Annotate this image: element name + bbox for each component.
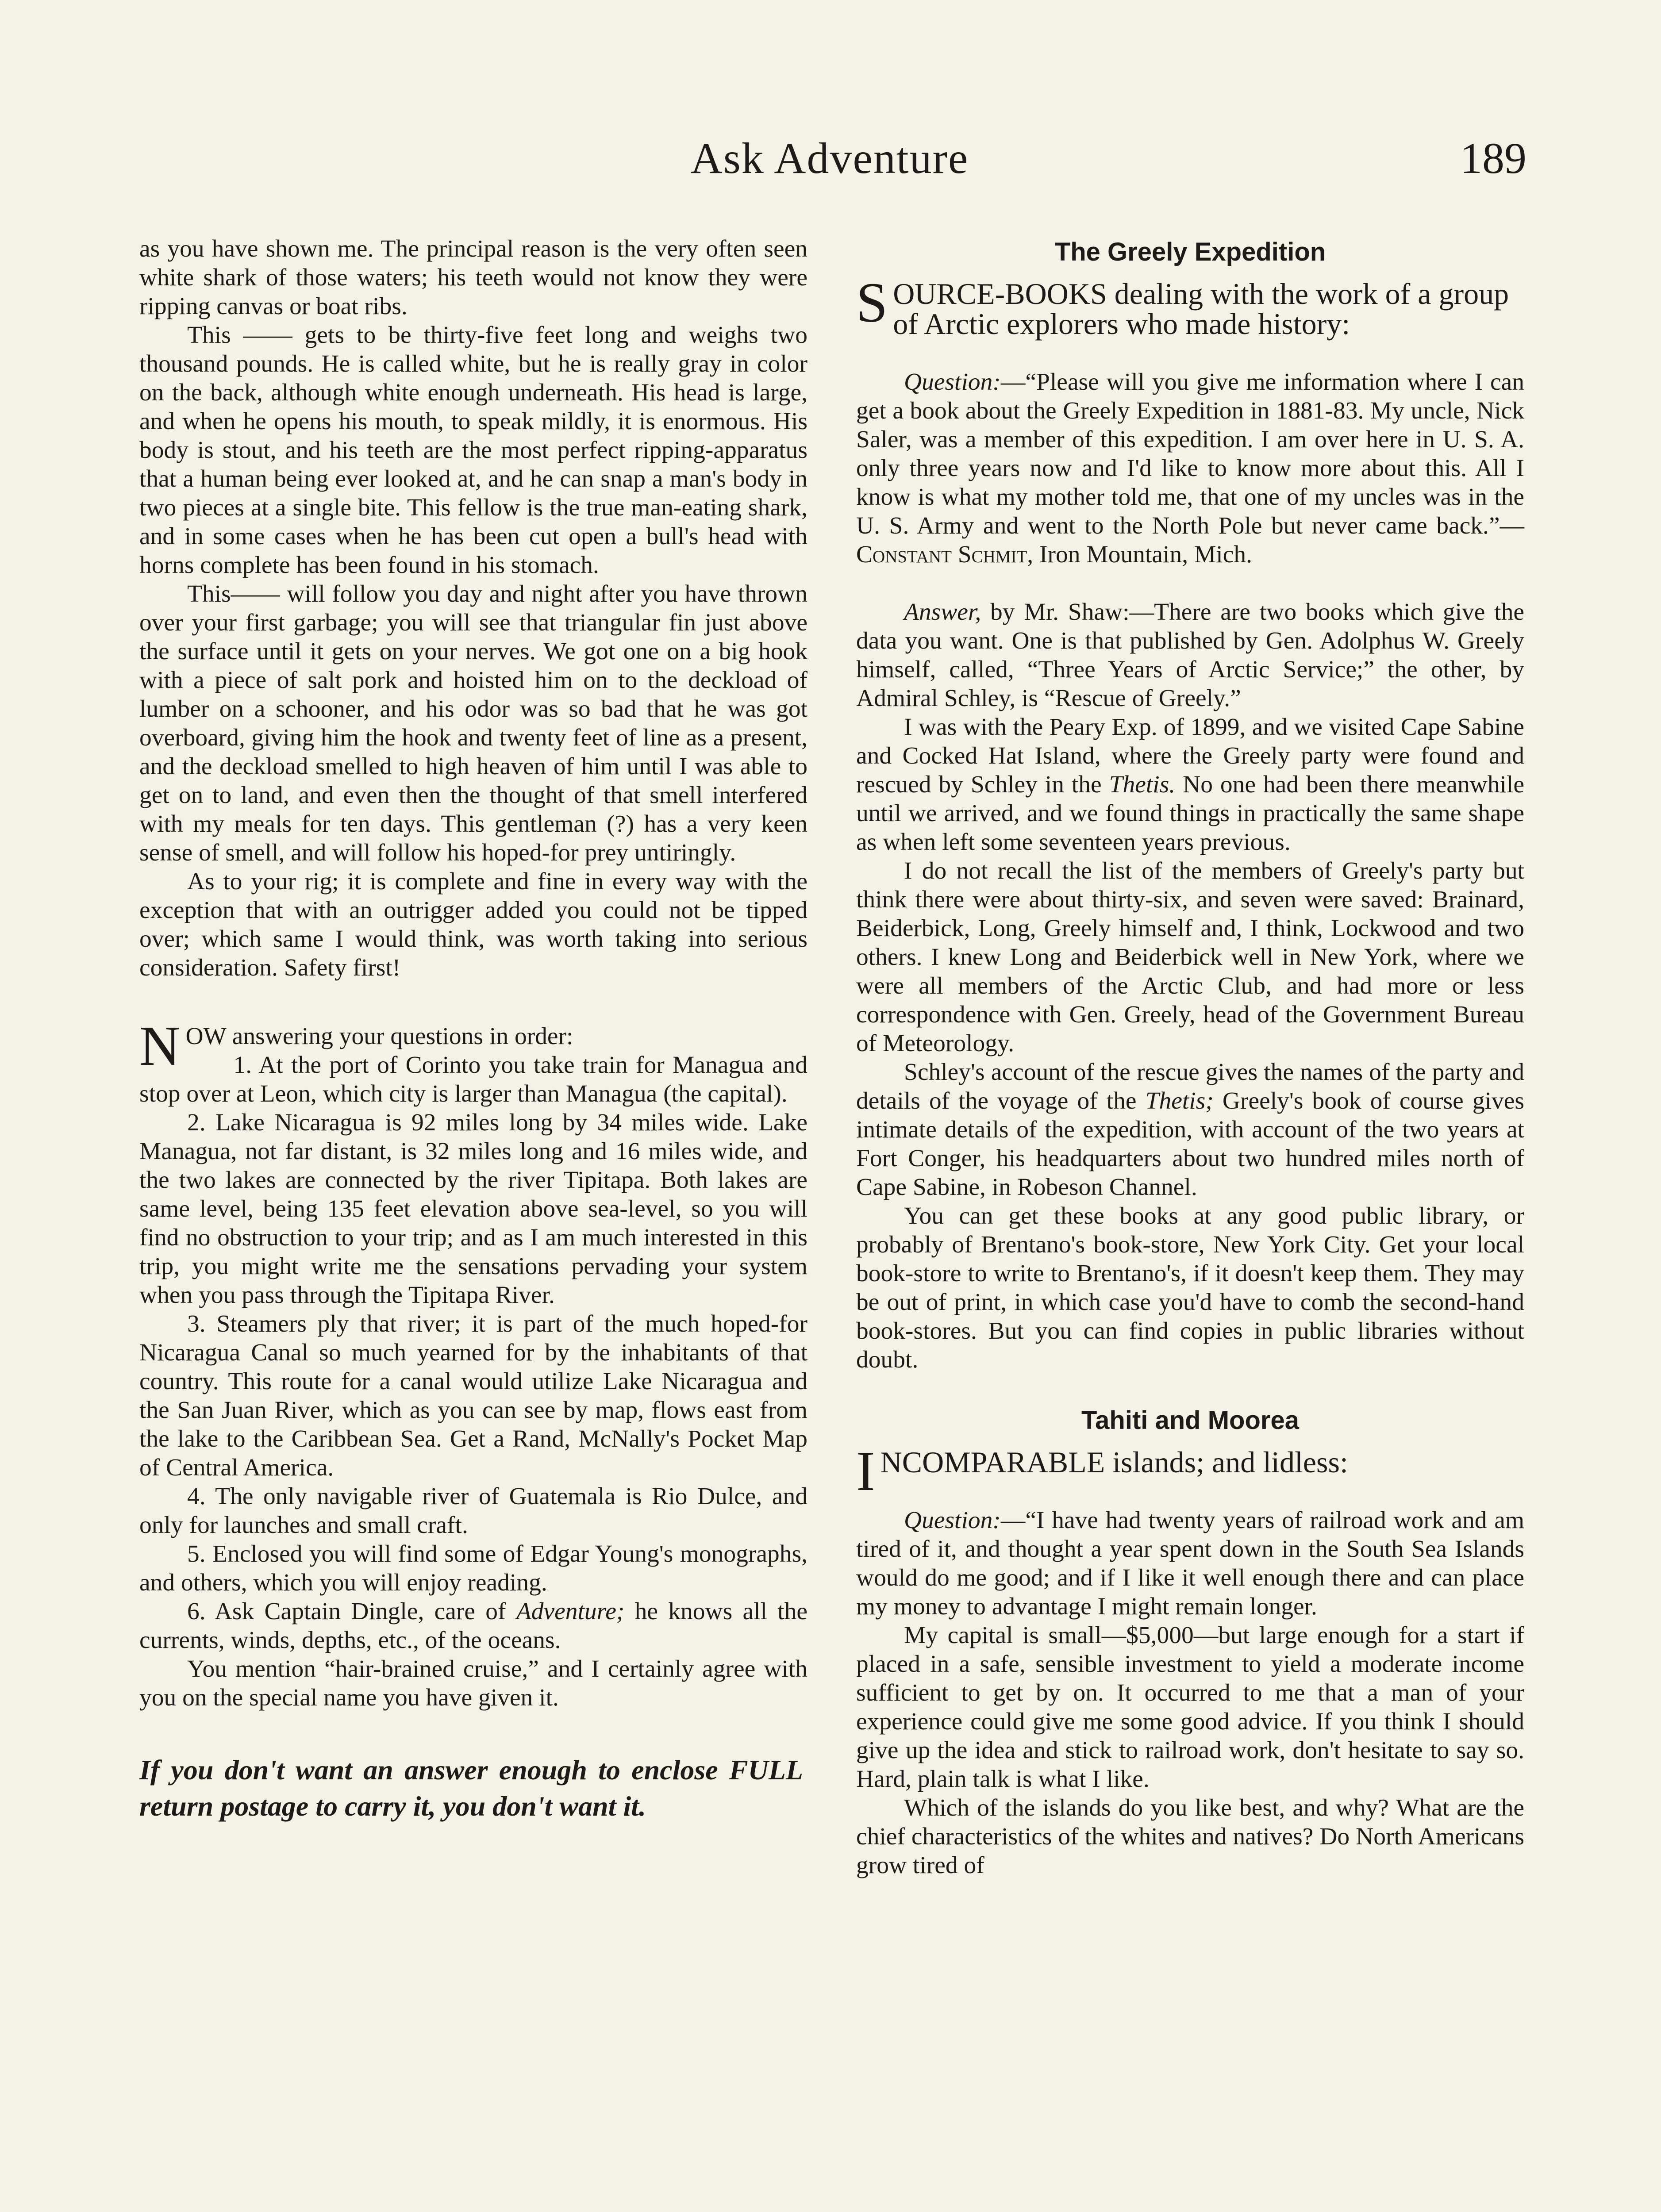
answers-opening-text: OW answering your questions in order: (185, 1023, 573, 1050)
section-lead: INCOMPARABLE islands; and lidless: (856, 1440, 1348, 1502)
right-column (856, 234, 1524, 1880)
drop-cap: N (139, 1014, 181, 1077)
paragraph: This—— will follow you day and night after you have thrown over your first garbage; you will see that triangular fin just above the surface until it gets on your nerves. We got one on a big hook with a piece of salt pork and hoisted him on to the deckload of lumber on a schooner, and his odor was so bad that he was got overboard, giving him the hook and twenty feet of line as a present, and the deckload smelled to high heaven of him until I was able to get on to land, and even then the thought of that smell interfered with my meals for ten days. This gentleman (?) has a very keen sense of smell, and will follow his hoped-for prey untiringly. (139, 580, 807, 866)
section-title-greely: The Greely Expedition (1054, 238, 1326, 266)
paragraph: I do not recall the list of the members of Greely's party but think there were about thirty-six, and seven were saved: Brainard, Beiderbick, Long, Greely himself and, I think, Lockwood and two others. I knew Long and Beiderbick well in New York, where we were all members of the Arctic Club, and had more or less correspondence with Gen. Greely, head of the Government Bureau of Meteorology. (856, 857, 1524, 1057)
signature: Constant Schmit (856, 541, 1027, 568)
paragraph: You can get these books at any good public library, or probably of Brentano's book-store, New York City. Get your local book-store to write to Brentano's, if it doesn't keep them. They may be out of print, in which case you'd have to comb the second-hand book-stores. But you can find copies in public libraries without doubt. (856, 1202, 1524, 1373)
answer-label: Answer, (904, 599, 981, 626)
paragraph: My capital is small—$5,000—but large enough for a start if placed in a safe, sensible investment to yield a moderate income sufficient to get by on. It occurred to me that a man of your experience could give me some good advice. If you think I should give up the idea and stick to railroad work, don't hesitate to say so. Hard, plain talk is what I like. (856, 1622, 1524, 1793)
section-lead: SOURCE-BOOKS dealing with the work of a group of Arctic explorers who made history: (856, 271, 1509, 341)
drop-cap: I (856, 1440, 875, 1502)
paragraph: I was with the Peary Exp. of 1899, and we visited Cape Sabine and Cocked Hat Island, where the Greely party were found and rescued by Schley in the Thetis. No one had been there meanwhile until we arrived, and we found things in practically the same shape as when left some seventeen years previous. (856, 714, 1524, 856)
paragraph: As to your rig; it is complete and fine in every way with the exception that with an outrigger added you could not be tipped over; which same I would think, was worth taking into serious consideration. Safety first! (139, 868, 807, 981)
answer-paragraph: Answer, by Mr. Shaw:—There are two books which give the data you want. One is that published by Gen. Adolphus W. Greely himself, called, “Three Years of Arctic Service;” the other, by Admiral Schley, is “Rescue of Greely.” (856, 599, 1524, 712)
left-column (139, 234, 807, 1824)
closing-paragraph: You mention “hair-brained cruise,” and I certainly agree with you on the special name you have given it. (139, 1655, 807, 1711)
paragraph: Schley's account of the rescue gives the names of the party and details of the voyage of the Thetis; Greely's book of course gives intimate details of the expedition, with account of the two years at Fort Conger, his headquarters about two hundred miles north of Cape Sabine, in Robeson Channel. (856, 1059, 1524, 1201)
running-title: Ask Adventure (690, 134, 969, 183)
page-header (133, 133, 1526, 212)
list-item: 4. The only navigable river of Guatemala is Rio Dulce, and only for launches and small craft. (139, 1483, 807, 1539)
page-number: 189 (1460, 134, 1526, 183)
drop-cap: S (856, 271, 888, 334)
paragraph: as you have shown me. The principal reason is the very often seen white shark of those waters; his teeth would not know they were ripping canvas or boat ribs. (139, 235, 807, 320)
list-item: 2. Lake Nicaragua is 92 miles long by 34 miles wide. Lake Managua, not far distant, is 32 miles long and 16 miles wide, and the two lakes are connected by the river Tipitapa. Both lakes are same level, being 135 feet elevation above sea-level, so you will find no obstruction to your trip; and as I am much interested in this trip, you might write me the sensations pervading your system when you pass through the Tipitapa River. (139, 1109, 807, 1309)
list-item: 3. Steamers ply that river; it is part of the much hoped-for Nicaragua Canal so much yearned for by the inhabitants of that country. This route for a canal would utilize Lake Nicaragua and the San Juan River, which as you can see by map, flows east from the lake to the Caribbean Sea. Get a Rand, McNally's Pocket Map of Central America. (139, 1310, 807, 1481)
paragraph: This —— gets to be thirty-five feet long and weighs two thousand pounds. He is called white, but he is really gray in color on the back, although white enough underneath. His head is large, and when he opens his mouth, to speak mildly, it is enormous. His body is stout, and his teeth are the most perfect ripping-apparatus that a human being ever looked at, and he can snap a man's body in two pieces at a single bite. This fellow is the true man-eating shark, and in some cases when he has been cut open a bull's head with horns complete has been found in his stomach. (139, 322, 807, 579)
question-paragraph: Question:—“I have had twenty years of railroad work and am tired of it, and thought a year spent down in the South Sea Islands would do me good; and if I like it well enough there and can place my money to advantage I might remain longer. (856, 1507, 1524, 1620)
section-title-tahiti: Tahiti and Moorea (1081, 1406, 1299, 1435)
answers-opening (139, 1014, 807, 1077)
postage-notice: If you don't want an answer enough to enclose FULL return postage to carry it, you don't want it. (139, 1754, 803, 1822)
numbered-answers (139, 1014, 807, 1712)
question-paragraph: Question:—“Please will you give me information where I can get a book about the Greely Expedition in 1881-83. My uncle, Nick Saler, was a member of this expedition. I am over here in U. S. A. only three years now and I'd like to know more about this. All I know is what my mother told me, that one of my uncles was in the U. S. Army and went to the North Pole but never came back.”—Constant Schmit, Iron Mountain, Mich. (856, 369, 1524, 568)
question-label: Question: (904, 1507, 1001, 1534)
question-label: Question: (904, 369, 1001, 396)
list-item: 5. Enclosed you will find some of Edgar Young's monographs, and others, which you will enjoy reading. (139, 1540, 807, 1596)
paragraph: Which of the islands do you like best, and why? What are the chief characteristics of the whites and natives? Do North Americans grow tired of (856, 1794, 1524, 1879)
list-item: 1. At the port of Corinto you take train for Managua and stop over at Leon, which city is larger than Managua (the capital). (139, 1052, 807, 1107)
list-item: 6. Ask Captain Dingle, care of Adventure; he knows all the currents, winds, depths, etc., of the oceans. (139, 1598, 807, 1654)
